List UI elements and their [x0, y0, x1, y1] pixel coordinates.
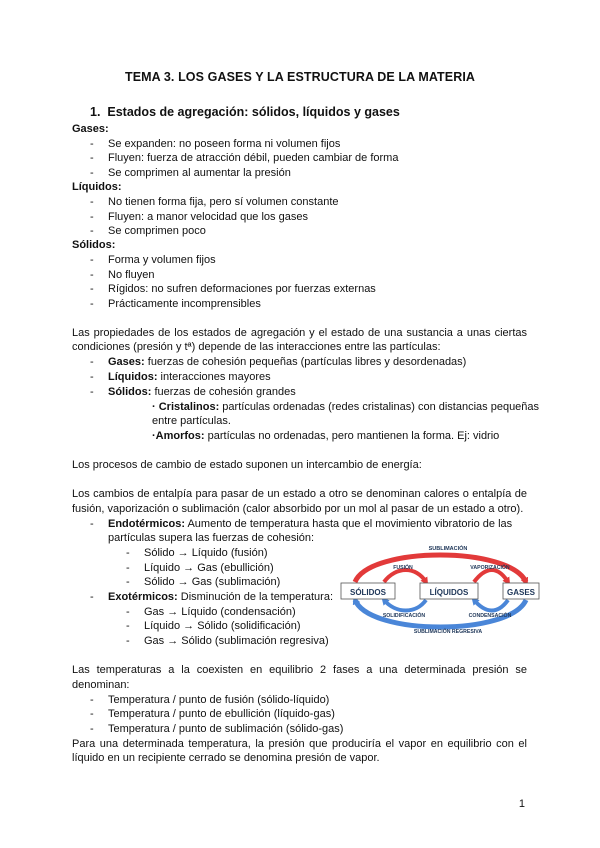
dash-marker: - — [90, 356, 94, 368]
property-text: fuerzas de cohesión pequeñas (partículas libres y desordenadas) — [144, 356, 467, 368]
dash-marker: - — [90, 591, 94, 603]
dash-marker: - — [90, 225, 94, 237]
property-gases — [108, 355, 466, 369]
page-title: TEMA 3. LOS GASES Y LA ESTRUCTURA DE LA MATERIA — [124, 70, 476, 84]
solidification-arrow — [384, 600, 426, 611]
endotermicos-line2: partículas supera las fuerzas de cohesión: — [108, 532, 315, 544]
exotermicos-item: Líquido → Sólido (solidificación) — [144, 620, 301, 632]
temperature-item: Temperatura / punto de ebullición (líquido-gas) — [108, 708, 335, 720]
dash-marker: - — [126, 606, 130, 618]
dash-marker: - — [90, 254, 94, 266]
dash-marker: - — [126, 547, 130, 559]
property-liquidos — [108, 370, 271, 384]
exotermicos-item: Gas → Sólido (sublimación regresiva) — [144, 635, 329, 647]
property-text: interacciones mayores — [157, 371, 271, 383]
dash-marker: - — [90, 298, 94, 310]
gases-item: Se comprimen al aumentar la presión — [108, 167, 291, 179]
paragraph-line: fusión, vaporización o sublimación (calor absorbido por un mol al pasar de un estado a otro). — [72, 503, 524, 515]
cristalinos-line — [152, 400, 540, 414]
fusion-label: FUSIÓN — [393, 565, 413, 571]
fusion-arrow — [384, 570, 426, 582]
sublimacion-regresiva-label: SUBLIMACIÓN REGRESIVA — [413, 629, 483, 635]
condensacion-label: CONDENSACIÓN — [468, 613, 512, 619]
exotermicos-line — [108, 590, 333, 604]
sublimacion-label: SUBLIMACIÓN — [428, 546, 468, 552]
cristalinos-line2: entre partículas. — [152, 415, 231, 427]
endotermicos-term: Endotérmicos: — [108, 518, 186, 530]
dash-marker: - — [90, 386, 94, 398]
endotermicos-text: Aumento de temperatura hasta que el movimiento vibratorio de las — [185, 518, 513, 530]
dash-marker: - — [90, 518, 94, 530]
gases-label: Gases: — [72, 123, 109, 135]
exotermicos-text: Disminución de la temperatura: — [177, 591, 333, 603]
dash-marker: - — [90, 152, 94, 164]
endotermicos-item: Sólido → Líquido (fusión) — [144, 547, 268, 559]
vaporization-arrow — [474, 570, 508, 582]
vaporizacion-label: VAPORIZACIÓN — [470, 565, 510, 571]
dash-marker: - — [126, 620, 130, 632]
sub-bullet: · — [152, 430, 156, 442]
amorfos-term: Amorfos: — [155, 430, 205, 442]
property-solidos — [108, 385, 296, 399]
temperature-item: Temperatura / punto de fusión (sólido-líquido) — [108, 694, 330, 706]
dash-marker: - — [126, 562, 130, 574]
property-term: Líquidos: — [108, 371, 158, 383]
section-heading-text: Estados de agregación: sólidos, líquidos y gases — [107, 105, 400, 119]
amorfos-line — [152, 429, 499, 443]
dash-marker: - — [90, 196, 94, 208]
paragraph-line: líquido en un recipiente cerrado se denomina presión de vapor. — [72, 752, 380, 764]
gases-item: Fluyen: fuerza de atracción débil, pueden cambiar de forma — [108, 152, 399, 164]
property-term: Sólidos: — [108, 386, 152, 398]
liquidos-item: Fluyen: a manor velocidad que los gases — [108, 211, 308, 223]
endotermicos-line — [108, 517, 512, 531]
solidos-item: Rígidos: no sufren deformaciones por fuerzas externas — [108, 283, 376, 295]
liquidos-item: No tienen forma fija, pero sí volumen constante — [108, 196, 339, 208]
condensation-arrow — [474, 600, 508, 611]
gases-box-label: GASES — [506, 588, 536, 597]
dash-marker: - — [90, 269, 94, 281]
dash-marker: - — [90, 167, 94, 179]
exotermicos-item: Gas → Líquido (condensación) — [144, 606, 296, 618]
paragraph-line: Los cambios de entalpía para pasar de un estado a otro se denominan calores o entalpía de — [72, 488, 527, 500]
solidos-label: Sólidos: — [72, 239, 116, 251]
endotermicos-item: Líquido → Gas (ebullición) — [144, 562, 274, 574]
paragraph-line: Las temperaturas a la coexisten en equilibrio 2 fases a una determinada presión se — [72, 664, 527, 676]
section-heading — [90, 105, 400, 119]
dash-marker: - — [126, 635, 130, 647]
cristalinos-term: Cristalinos: — [158, 401, 220, 413]
cristalinos-text: partículas ordenadas (redes cristalinas) con distancias pequeñas — [219, 401, 540, 413]
dash-marker: - — [90, 371, 94, 383]
solidos-box-label: SÓLIDOS — [349, 588, 387, 597]
phase-change-diagram — [340, 540, 540, 640]
liquidos-box-label: LÍQUIDOS — [429, 588, 469, 597]
dash-marker: - — [90, 211, 94, 223]
section-number: 1. — [90, 105, 101, 119]
gases-item: Se expanden: no poseen forma ni volumen fijos — [108, 138, 341, 150]
liquidos-label: Líquidos: — [72, 181, 122, 193]
sub-bullet: · — [152, 401, 156, 413]
paragraph-line: Las propiedades de los estados de agregación y el estado de una sustancia a unas ciertas — [72, 327, 527, 339]
liquidos-item: Se comprimen poco — [108, 225, 206, 237]
dash-marker: - — [90, 694, 94, 706]
endotermicos-item: Sólido → Gas (sublimación) — [144, 576, 281, 588]
amorfos-text: partículas no ordenadas, pero mantienen la forma. Ej: vidrio — [204, 430, 500, 442]
paragraph-line: denominan: — [72, 679, 130, 691]
solidos-item: Forma y volumen fijos — [108, 254, 216, 266]
dash-marker: - — [90, 138, 94, 150]
paragraph-line: Para una determinada temperatura, la presión que produciría el vapor en equilibrio con el — [72, 738, 527, 750]
solidos-item: No fluyen — [108, 269, 155, 281]
dash-marker: - — [90, 283, 94, 295]
exotermicos-term: Exotérmicos: — [108, 591, 178, 603]
property-term: Gases: — [108, 356, 145, 368]
dash-marker: - — [90, 708, 94, 720]
dash-marker: - — [126, 576, 130, 588]
paragraph-line: condiciones (presión y tª) depende de las interacciones entre las partículas: — [72, 341, 441, 353]
paragraph-line: Los procesos de cambio de estado suponen un intercambio de energía: — [72, 459, 422, 471]
solidificacion-label: SOLIDIFICACIÓN — [382, 613, 426, 619]
dash-marker: - — [90, 723, 94, 735]
page-number: 1 — [518, 798, 525, 810]
property-text: fuerzas de cohesión grandes — [151, 386, 296, 398]
solidos-item: Prácticamente incomprensibles — [108, 298, 261, 310]
temperature-item: Temperatura / punto de sublimación (sólido-gas) — [108, 723, 344, 735]
